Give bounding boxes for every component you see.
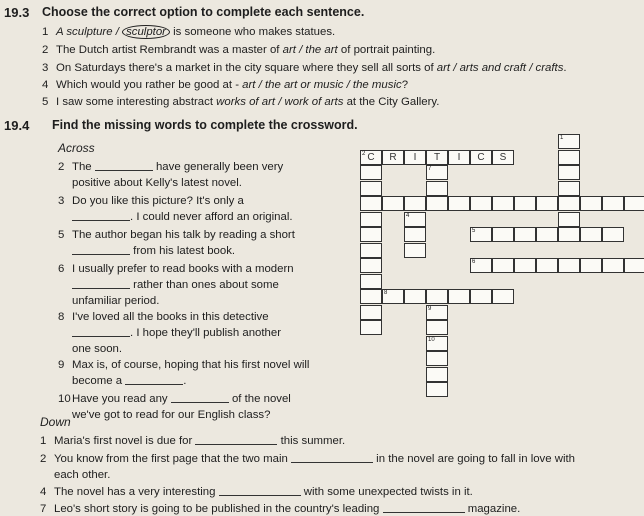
section-19-4-heading: Find the missing words to complete the crossword. — [52, 118, 358, 132]
crossword-cell-5-across — [536, 227, 558, 242]
cell-number: 10 — [428, 336, 435, 343]
crossword-cell-3-across — [558, 196, 580, 211]
clue-number: 3 — [58, 195, 65, 207]
sentence-text-end: ? — [401, 79, 409, 91]
crossword-cell-3-across — [404, 196, 426, 211]
crossword-cell-2-down — [360, 181, 382, 196]
section-19-3-number: 19.3 — [4, 5, 30, 20]
crossword-cell-2-down — [360, 212, 382, 227]
crossword-cell-3-across — [448, 196, 470, 211]
crossword-cell-4-down — [404, 212, 426, 227]
down-clue-2-line2 — [40, 468, 110, 482]
cell-number: 4 — [406, 212, 410, 219]
clue-number: 2 — [40, 453, 47, 465]
crossword-cell-2-down — [360, 196, 382, 211]
crossword-cell-3-across — [382, 196, 404, 211]
crossword-cell-6-across — [558, 258, 580, 273]
crossword-cell-5-across — [492, 227, 514, 242]
crossword-cell-4-down — [404, 227, 426, 242]
clue-text-end: from his latest book. — [130, 245, 236, 257]
sentence-text-end: at the City Gallery. — [343, 96, 440, 108]
answer-blank — [219, 485, 301, 496]
crossword-cell-1-down — [558, 212, 580, 227]
clue-number: 4 — [40, 486, 47, 498]
crossword-cell-6-across — [624, 258, 644, 273]
sentence-2 — [42, 43, 435, 57]
crossword-cell-4-down — [404, 243, 426, 258]
clue-text-end: . — [183, 375, 187, 387]
sentence-options: art / arts and craft / crafts — [436, 62, 564, 74]
crossword-cell-5-across — [580, 227, 602, 242]
across-clue-3-line2 — [58, 210, 293, 224]
cell-number: 8 — [384, 290, 388, 296]
clue-text: positive about Kelly's latest novel. — [72, 177, 242, 189]
answer-blank — [291, 452, 373, 463]
crossword-cell-6-across — [602, 258, 624, 273]
sentence-4 — [42, 78, 408, 92]
sentence-text-end: is someone who makes statues. — [169, 26, 336, 38]
crossword-cell-2-down — [360, 243, 382, 258]
clue-text: You know from the first page that the two main — [54, 453, 292, 465]
clue-text-end: . I hope they'll publish another — [130, 327, 281, 339]
sentence-options: art / the art — [282, 44, 338, 56]
crossword-cell-6-across — [514, 258, 536, 273]
sentence-options: art / the art or music / the music — [242, 79, 402, 91]
crossword-cell-3-across — [580, 196, 602, 211]
across-clue-9 — [58, 358, 309, 372]
crossword-cell-2-across-5: I — [448, 150, 470, 165]
across-clue-6-line3 — [58, 294, 159, 308]
sentence-number: 5 — [42, 96, 49, 108]
crossword-cell-5-across — [602, 227, 624, 242]
clue-text-end: rather than ones about some — [130, 279, 279, 291]
clue-number: 6 — [58, 263, 65, 275]
across-clue-6-line2 — [58, 278, 279, 292]
clue-text: become a — [72, 375, 126, 387]
clue-number: 10 — [58, 393, 71, 405]
across-clue-9-line2 — [58, 374, 186, 388]
sentence-text-end: . — [563, 62, 567, 74]
crossword-cell-2-across-7: S — [492, 150, 514, 165]
clue-number: 2 — [58, 161, 65, 173]
clue-text-end: in the novel are going to fall in love with — [373, 453, 576, 465]
across-clue-10 — [58, 392, 291, 406]
clue-text: Do you like this picture? It's only a — [72, 195, 244, 207]
across-clue-3 — [58, 194, 244, 208]
clue-text: The author began his talk by reading a short — [72, 229, 295, 241]
crossword-cell-8-across — [382, 289, 404, 304]
across-clue-8 — [58, 310, 269, 324]
clue-text: each other. — [54, 469, 111, 481]
clue-text-end: magazine. — [464, 503, 521, 515]
down-clue-2 — [40, 452, 575, 466]
clue-text: Max is, of course, hoping that his first novel will — [72, 359, 310, 371]
answer-blank — [171, 392, 229, 403]
crossword-cell-6-across — [492, 258, 514, 273]
answer-blank — [72, 278, 130, 289]
down-clue-1 — [40, 434, 345, 448]
clue-text: The novel has a very interesting — [54, 486, 219, 498]
crossword-cell-8-across — [492, 289, 514, 304]
clue-text: The — [72, 161, 95, 173]
cell-number: 9 — [428, 305, 432, 312]
sentence-text-end: of portrait painting. — [337, 44, 436, 56]
crossword-cell-3-across — [514, 196, 536, 211]
option-slash: / — [112, 26, 123, 38]
answer-blank — [72, 326, 130, 337]
sentence-1 — [42, 25, 335, 39]
crossword-cell-2-across-3: I — [404, 150, 426, 165]
sentence-text: On Saturdays there's a market in the city square where they sell all sorts of — [56, 62, 437, 74]
crossword-cell-10 — [426, 336, 448, 351]
crossword-cell-3-across — [624, 196, 644, 211]
clue-text-end: of the novel — [228, 393, 291, 405]
crossword-cell-5-across — [514, 227, 536, 242]
cell-number: 1 — [560, 135, 564, 141]
crossword-cell-1-down — [558, 134, 580, 149]
crossword-cell-2-across-1: 2 C — [360, 150, 382, 165]
crossword-cell-8-across — [426, 289, 448, 304]
sentence-5 — [42, 95, 439, 109]
clue-number: 9 — [58, 359, 65, 371]
crossword-cell-7-down — [426, 165, 448, 180]
across-clue-5 — [58, 228, 295, 242]
crossword-cell-5-across — [558, 227, 580, 242]
crossword-cell-8-across — [404, 289, 426, 304]
crossword-cell-2-down — [360, 305, 382, 320]
section-19-3-heading: Choose the correct option to complete each sentence. — [42, 5, 365, 19]
crossword-cell-3-across — [536, 196, 558, 211]
crossword-cell-9-down — [426, 305, 448, 320]
crossword-cell-6-across — [580, 258, 602, 273]
circled-answer: sculptor — [122, 25, 170, 39]
across-clue-10-line2 — [58, 408, 270, 422]
clue-text: I usually prefer to read books with a modern — [72, 263, 294, 275]
down-clue-7 — [40, 502, 520, 516]
section-19-4-number: 19.4 — [4, 118, 30, 133]
across-clue-2 — [58, 160, 283, 174]
crossword-cell-3-across — [470, 196, 492, 211]
sentence-number: 3 — [42, 62, 49, 74]
crossword-cell-9-down — [426, 351, 448, 366]
clue-text-end: this summer. — [277, 435, 346, 447]
clue-text: Have you read any — [72, 393, 171, 405]
sentence-3 — [42, 61, 567, 75]
crossword-cell-2-down — [360, 320, 382, 335]
crossword-cell-5-across — [470, 227, 492, 242]
clue-number: 7 — [40, 503, 47, 515]
sentence-text: Which would you rather be good at - — [56, 79, 243, 91]
across-label: Across — [58, 141, 95, 155]
sentence-number: 2 — [42, 44, 49, 56]
clue-text: Leo's short story is going to be published in the country's leading — [54, 503, 383, 515]
crossword-cell-3-across — [492, 196, 514, 211]
crossword-cell-2-down — [360, 227, 382, 242]
clue-text-end: with some unexpected twists in it. — [300, 486, 473, 498]
clue-text: one soon. — [72, 343, 123, 355]
clue-text: I've loved all the books in this detective — [72, 311, 269, 323]
sentence-text: A sculpture — [56, 26, 113, 38]
crossword-cell-8-across — [448, 289, 470, 304]
clue-text-end: have generally been very — [152, 161, 284, 173]
answer-blank — [383, 502, 465, 513]
crossword-cell-2-across-2: R — [382, 150, 404, 165]
answer-blank — [95, 160, 153, 171]
answer-blank — [195, 434, 277, 445]
clue-text: Maria's first novel is due for — [54, 435, 196, 447]
clue-text-end: . I could never afford an original. — [130, 211, 293, 223]
cell-number: 5 — [472, 228, 476, 234]
crossword-cell-1-down — [558, 181, 580, 196]
crossword-cell-2-across-4: T — [426, 150, 448, 165]
crossword-cell-2-down — [360, 165, 382, 180]
crossword-cell-6-across — [470, 258, 492, 273]
down-clue-4 — [40, 485, 473, 499]
crossword-cell-6-across — [536, 258, 558, 273]
across-clue-8-line3 — [58, 342, 122, 356]
crossword-cell-9-down — [426, 320, 448, 335]
crossword-cell-9-down — [426, 382, 448, 397]
sentence-text: The Dutch artist Rembrandt was a master of — [56, 44, 283, 56]
crossword-cell-2-down — [360, 289, 382, 304]
clue-text: we've got to read for our English class? — [72, 409, 271, 421]
crossword-cell-8-across — [470, 289, 492, 304]
clue-number: 1 — [40, 435, 47, 447]
across-clue-6 — [58, 262, 294, 276]
crossword-cell-2-down — [360, 258, 382, 273]
sentence-text: I saw some interesting abstract — [56, 96, 217, 108]
crossword-cell-1-down — [558, 165, 580, 180]
clue-number: 8 — [58, 311, 65, 323]
sentence-number: 4 — [42, 79, 49, 91]
cell-number: 6 — [472, 259, 476, 265]
answer-blank — [125, 374, 183, 385]
crossword-cell-3-across — [426, 196, 448, 211]
crossword-cell-7-down — [426, 181, 448, 196]
clue-number: 5 — [58, 229, 65, 241]
crossword-cell-9-down — [426, 367, 448, 382]
sentence-number: 1 — [42, 26, 49, 38]
across-clue-5-line2 — [58, 244, 235, 258]
crossword-cell-1-down — [558, 150, 580, 165]
clue-text: unfamiliar period. — [72, 295, 160, 307]
down-label: Down — [40, 415, 71, 429]
across-clue-8-line2 — [58, 326, 281, 340]
crossword-cell-2-across-6: C — [470, 150, 492, 165]
answer-blank — [72, 244, 130, 255]
answer-blank — [72, 210, 130, 221]
cell-number: 2 — [362, 150, 366, 157]
cell-number: 7 — [428, 166, 432, 172]
sentence-options: works of art / work of arts — [216, 96, 344, 108]
crossword-cell-3-across — [602, 196, 624, 211]
across-clue-2-line2 — [58, 176, 242, 190]
crossword-cell-2-down — [360, 274, 382, 289]
